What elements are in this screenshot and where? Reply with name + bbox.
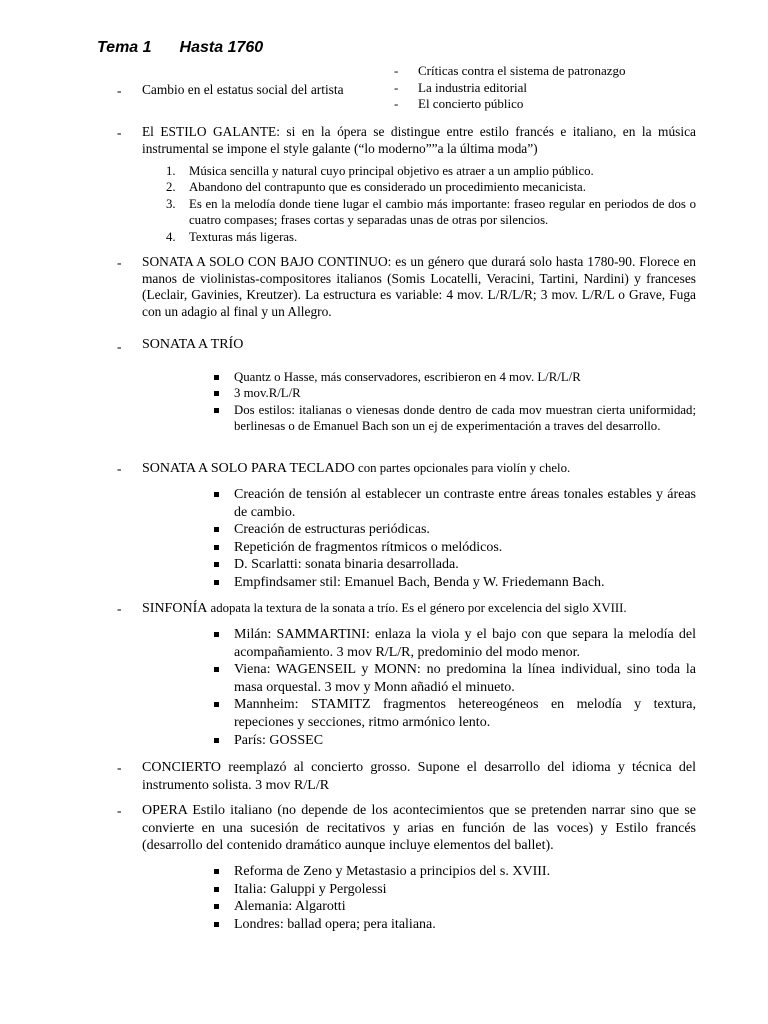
list-item: Alemania: Algarotti (213, 898, 696, 916)
document-title (97, 39, 263, 57)
bullet-icon (214, 632, 219, 637)
list-item: Italia: Galuppi y Pergolessi (213, 881, 696, 899)
bullet-icon (214, 545, 219, 550)
section-dash: - (117, 125, 122, 140)
list-item: Repetición de fragmentos rítmicos o melódicos. (213, 539, 696, 557)
bullet-icon (214, 738, 219, 743)
list-item: París: GOSSEC (213, 732, 696, 750)
list-item: Creación de estructuras periódicas. (213, 521, 696, 539)
section-dash: - (117, 760, 122, 775)
title-tema: Tema 1 (97, 39, 152, 56)
sonata-trio-list (213, 369, 696, 434)
opera-list (213, 863, 696, 933)
opera-text: OPERA Estilo italiano (no depende de los acontecimientos que se pretenden narrar sino que se convierte en una sucesión de recitativos y arias en función de las voces) y Estilo francés (desarrollo del contenido dramático aunque incluye elementos del ballet). (142, 803, 696, 853)
list-item: D. Scarlatti: sonata binaria desarrollada. (213, 556, 696, 574)
bullet-icon (214, 562, 219, 567)
sinfonia-list (213, 626, 696, 749)
list-item: Empfindsamer stil: Emanuel Bach, Benda y W. Friedemann Bach. (213, 574, 696, 592)
bullet-icon (214, 869, 219, 874)
list-item: - El concierto público (394, 96, 524, 111)
sonata-teclado-heading: SONATA A SOLO PARA TECLADO con partes opcionales para violín y chelo. (142, 461, 571, 476)
section-dash: - (117, 339, 122, 354)
list-item: 4. Texturas más ligeras. (166, 229, 298, 244)
bullet-icon (214, 580, 219, 585)
title-period: Hasta 1760 (179, 39, 264, 56)
list-item: Londres: ballad opera; pera italiana. (213, 916, 696, 934)
bullet-icon (214, 904, 219, 909)
bullet-icon (214, 375, 219, 380)
list-item: 3 mov.R/L/R (213, 385, 696, 401)
bullet-icon (214, 492, 219, 497)
list-item: 2. Abandono del contrapunto que es considerado un procedimiento mecanicista. (166, 180, 586, 195)
section-dash: - (117, 803, 122, 818)
list-item: Dos estilos: italianas o vienesas donde dentro de cada mov muestran cierta uniformidad; berlinesas o de Emanuel Bach son un ej de experimentación a traves del desarrollo. (213, 402, 696, 435)
section-dash: - (117, 83, 122, 98)
list-item: 1. Música sencilla y natural cuyo principal objetivo es atraer a un amplio público. (166, 164, 594, 178)
section-dash: - (117, 461, 122, 476)
sonata-teclado-list (213, 486, 696, 592)
bullet-icon (214, 408, 219, 413)
list-item: Mannheim: STAMITZ fragmentos hetereogéneos en melodía y textura, repeciones y secciones, ritmo armónico lento. (213, 696, 696, 731)
list-item: - Críticas contra el sistema de patronazgo (394, 63, 626, 78)
list-item: Creación de tensión al establecer un contraste entre áreas tonales estables y áreas de cambio. (213, 486, 696, 521)
sinfonia-heading: SINFONÍA adopata la textura de la sonata a trío. Es el género por excelencia del siglo XVIII. (142, 601, 627, 616)
bullet-icon (214, 922, 219, 927)
bullet-icon (214, 527, 219, 532)
artist-heading: Cambio en el estatus social del artista (142, 82, 344, 97)
list-item: Viena: WAGENSEIL y MONN: no predomina la línea individual, sino toda la masa orquestal. 3 mov y Monn añadió el minueto. (213, 661, 696, 696)
sonata-continuo-text: SONATA A SOLO CON BAJO CONTINUO: es un género que durará solo hasta 1780-90. Florece en manos de violinistas-compositores italianos (Somis Locatelli, Veracini, Tartini, Nardini) y franceses (Leclair, Gavinies, Kreutzer). La estructura es variable: 4 mov. L/R/L/R; 3 mov. L/R/L o Grave, Fuga con un adagio al final y un Allegro. (142, 254, 696, 319)
list-item: Milán: SAMMARTINI: enlaza la viola y el bajo con que separa la melodía del acompañamiento. 3 mov R/L/R, predominio del modo menor. (213, 626, 696, 661)
bullet-icon (214, 702, 219, 707)
list-item: 3. Es en la melodía donde tiene lugar el cambio más importante: fraseo regular en periodos de dos o cuatro compases; frases cortas y separadas unas de otras por silencios. (166, 196, 696, 228)
list-item: Reforma de Zeno y Metastasio a principios del s. XVIII. (213, 863, 696, 881)
sonata-trio-heading: SONATA A TRÍO (142, 337, 244, 352)
galante-text: El ESTILO GALANTE: si en la ópera se distingue entre estilo francés e italiano, en la música instrumental se impone el style galante (“lo moderno””a la última moda”) (142, 124, 696, 156)
bullet-icon (214, 391, 219, 396)
galante-list (166, 163, 696, 245)
artist-list (394, 63, 694, 113)
list-item: - La industria editorial (394, 79, 528, 95)
list-item: Quantz o Hasse, más conservadores, escribieron en 4 mov. L/R/L/R (213, 369, 696, 385)
section-dash: - (117, 601, 122, 616)
bullet-icon (214, 887, 219, 892)
section-dash: - (117, 255, 122, 270)
bullet-icon (214, 667, 219, 672)
concierto-text: CONCIERTO reemplazó al concierto grosso. Supone el desarrollo del idioma y técnica del instrumento solista. 3 mov R/L/R (142, 760, 696, 793)
